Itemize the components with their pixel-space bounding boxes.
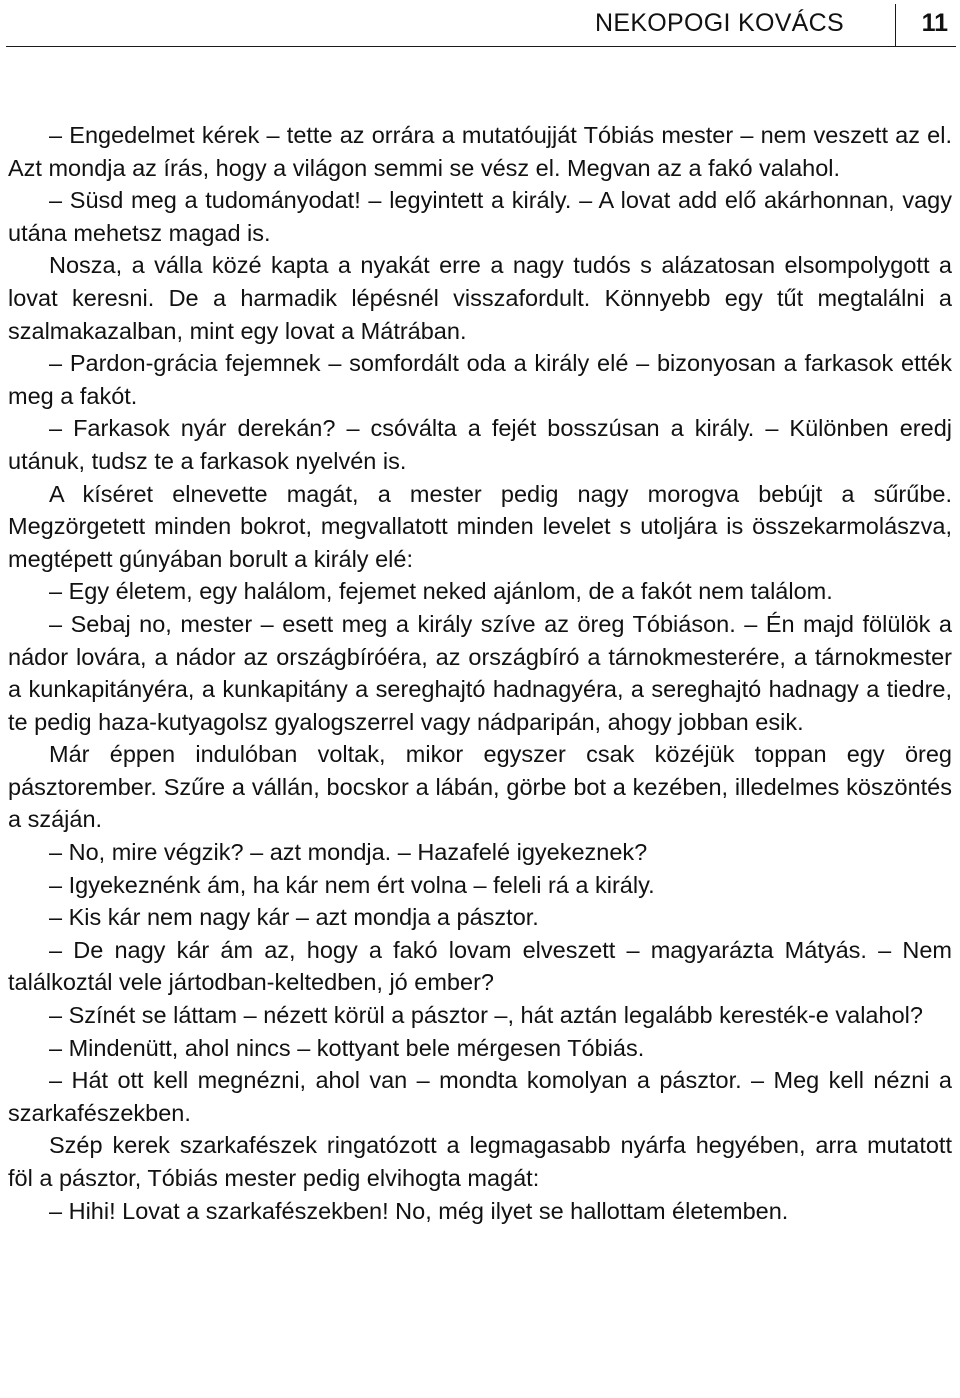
paragraph: – Pardon-grácia fejemnek – somfordált oda a király elé – bizonyosan a farkasok ették meg a fakót. bbox=[8, 350, 952, 409]
paragraph: – Farkasok nyár derekán? – csóválta a fejét bosszúsan a király. – Különben eredj utánuk, tudsz te a farkasok nyelvén is. bbox=[8, 415, 952, 474]
running-header bbox=[6, 0, 956, 47]
paragraph: – De nagy kár ám az, hogy a fakó lovam elveszett – magyarázta Mátyás. – Nem találkoztál vele jártodban-keltedben, jó ember? bbox=[8, 936, 952, 996]
running-title: NEKOPOGI KOVÁCS bbox=[594, 9, 844, 37]
paragraph: – Színét se láttam – nézett körül a pásztor –, hát aztán legalább keresték-e valahol? bbox=[49, 1002, 923, 1029]
header-divider bbox=[895, 4, 896, 46]
paragraph: Szép kerek szarkafészek ringatózott a legmagasabb nyárfa hegyében, arra mutatott föl a pásztor, Tóbiás mester pedig elvihogta magát: bbox=[8, 1132, 952, 1191]
body-text bbox=[8, 119, 952, 1227]
paragraph: – Sebaj no, mester – esett meg a király szíve az öreg Tóbiáson. – Én majd fölülök a nádor lovára, a nádor az országbíróéra, az országbíró a tárnokmesterére, a tárnokmester a kunkapitányéra, a kunkapitány a sereghajtó hadnagyéra, a sereghajtó hadnagy a tiedre, te pedig haza-kutyagolsz gyalogszerrel vagy nádparipán, ahogy jobban esik. bbox=[8, 610, 952, 735]
paragraph: – Kis kár nem nagy kár – azt mondja a pásztor. bbox=[49, 904, 539, 931]
paragraph: – Hihi! Lovat a szarkafészekben! No, még ilyet se hallottam életemben. bbox=[49, 1197, 789, 1224]
paragraph: A kíséret elnevette magát, a mester pedig nagy morogva bebújt a sűrűbe. Megzörgetett minden bokrot, megvallatott minden levelet s utoljára is összekarmolászva, megtépett gúnyában borult a király elé: bbox=[8, 480, 952, 572]
paragraph: – Süsd meg a tudományodat! – legyintett a király. – A lovat add elő akárhonnan, vagy utána mehetsz magad is. bbox=[8, 187, 952, 246]
paragraph: – Mindenütt, ahol nincs – kottyant bele mérgesen Tóbiás. bbox=[49, 1034, 645, 1061]
paragraph: – Hát ott kell megnézni, ahol van – mondta komolyan a pásztor. – Meg kell nézni a szarkafészekben. bbox=[8, 1067, 952, 1126]
paragraph: – Engedelmet kérek – tette az orrára a mutatóujját Tóbiás mester – nem veszett az el. Azt mondja az írás, hogy a világon semmi se vész el. Megvan az a fakó valahol. bbox=[8, 122, 952, 181]
paragraph: – Egy életem, egy halálom, fejemet neked ajánlom, de a fakót nem találom. bbox=[49, 578, 833, 605]
paragraph: Nosza, a válla közé kapta a nyakát erre a nagy tudós s alázatosan elsompolygott a lovat keresni. De a harmadik lépésnél visszafordult. Könnyebb egy tűt megtalálni a szalmakazalban, mint egy lovat a Mátrában. bbox=[8, 252, 952, 344]
page-number: 11 bbox=[921, 9, 948, 37]
paragraph: – No, mire végzik? – azt mondja. – Hazafelé igyekeznek? bbox=[49, 839, 648, 866]
paragraph: Már éppen indulóban voltak, mikor egyszer csak közéjük toppan egy öreg pásztorember. Szűre a vállán, bocskor a lábán, görbe bot a kezében, illedelmes köszöntés a száján. bbox=[8, 741, 952, 833]
paragraph: – Igyekeznénk ám, ha kár nem ért volna – feleli rá a király. bbox=[49, 871, 655, 898]
